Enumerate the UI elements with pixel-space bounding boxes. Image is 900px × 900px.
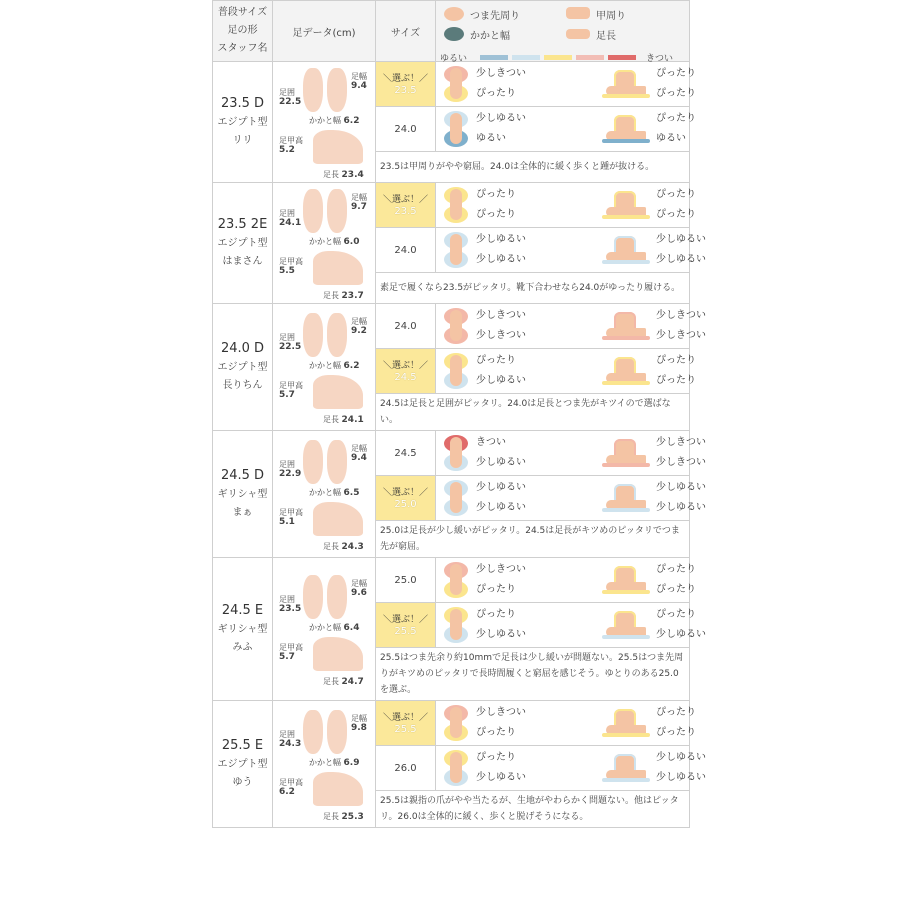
right-foot-image [327,575,347,619]
instep-label: 足甲高 [279,643,303,652]
legend-toe: つま先周り [470,11,520,22]
staff-info [213,701,273,828]
length-fit-text: 少しきつい [656,330,706,341]
heel-fit-text: ぴったり [476,88,516,99]
size-value: 26.0 [394,762,417,774]
staff-foot-shape: エジプト型 [217,361,268,373]
side-foot-image [313,375,363,409]
heel-value: 6.4 [343,623,360,633]
staff-info [213,62,273,183]
size-option [376,304,436,349]
staff-foot-shape: エジプト型 [217,116,268,128]
heel-fit-text: 少しきつい [476,330,526,341]
fit-indicators [436,183,696,227]
toe-fit-text: 少しゆるい [476,482,526,493]
toe-fit-icon [444,435,468,471]
staff-name: リリ [232,134,253,146]
size-option [376,228,436,273]
length-value: 24.3 [341,542,364,552]
size-option [376,107,436,152]
toe-fit-icon [444,607,468,643]
staff-row [213,701,690,746]
choice-tag: ＼選ぶ！／ [382,614,428,625]
header-foot-data: 足データ(cm) [273,1,376,62]
header-staff-line2: 足の形 [227,25,258,36]
heel-label: かかと幅 [309,758,341,767]
staff-row [213,62,690,107]
fit-comment: 25.0は足長が少し緩いがピッタリ。24.5は足長がキツめのピッタリでつま先が窮屈。 [376,521,690,558]
size-option-selected [376,701,436,746]
left-foot-image [303,575,323,619]
heel-fit-text: ぴったり [476,209,516,220]
size-value: 25.5 [394,723,417,735]
fit-result [436,701,696,746]
heel-legend-icon [444,27,464,41]
length-fit-text: ゆるい [656,133,686,144]
scale-swatch-3 [544,55,572,60]
staff-name: ゆう [232,776,253,788]
girth-value: 22.5 [279,97,302,107]
staff-info [213,558,273,701]
heel-fit-text: ぴったり [476,584,516,595]
heel-fit-text: 少しゆるい [476,457,526,468]
foot-data [273,701,376,828]
toe-fit-text: 少しきつい [476,707,526,718]
staff-usual-size: 25.5 E [221,737,264,753]
toe-fit-icon [444,66,468,102]
header-staff-line3: スタッフ名 [217,43,268,54]
staff-info [213,304,273,431]
size-comparison-table [212,0,706,900]
length-label: 足長 [323,542,339,551]
staff-foot-shape: エジプト型 [217,237,268,249]
toe-fit-text: 少しゆるい [476,234,526,245]
heel-fit-text: 少しゆるい [476,502,526,513]
foot-photo [273,62,375,182]
instep-fit-text: ぴったり [656,609,696,620]
foot-data [273,304,376,431]
size-option [376,746,436,791]
heel-label: かかと幅 [309,361,341,370]
instep-label: 足甲高 [279,257,303,266]
toe-fit-text: 少しきつい [476,564,526,575]
length-legend-icon [566,29,590,39]
size-value: 25.0 [394,574,417,586]
staff-usual-size: 23.5 2E [217,216,268,232]
table-header-row [213,1,690,62]
size-value: 24.5 [394,447,417,459]
side-fit-icon [606,191,646,219]
staff-foot-shape: ギリシャ型 [217,488,268,500]
size-value: 24.0 [394,123,417,135]
foot-data [273,558,376,701]
side-fit-icon [606,439,646,467]
staff-name: まぁ [232,506,253,518]
toe-fit-text: 少しゆるい [476,113,526,124]
legend-length: 足長 [596,31,616,42]
fit-indicators [436,558,696,602]
toe-fit-text: 少しきつい [476,310,526,321]
size-option-selected [376,183,436,228]
length-label: 足長 [323,415,339,424]
length-fit-text: 少しゆるい [656,254,706,265]
instep-label: 足甲高 [279,508,303,517]
fit-result [436,183,696,228]
girth-value: 24.1 [279,218,302,228]
foot-data [273,62,376,183]
toe-fit-icon [444,111,468,147]
toe-fit-text: 少しきつい [476,68,526,79]
heel-fit-text: 少しゆるい [476,254,526,265]
right-foot-image [327,68,347,112]
side-fit-icon [606,357,646,385]
fit-result [436,558,696,603]
size-value: 24.0 [394,320,417,332]
size-option [376,558,436,603]
length-fit-text: 少しきつい [656,457,706,468]
toe-fit-text: ぴったり [476,355,516,366]
instep-fit-text: 少しきつい [656,310,706,321]
size-option-selected [376,476,436,521]
width-label: 足幅 [351,193,367,202]
staff-usual-size: 24.5 E [221,602,264,618]
length-fit-text: ぴったり [656,375,696,386]
girth-value: 23.5 [279,604,302,614]
heel-fit-text: 少しゆるい [476,772,526,783]
width-value: 9.7 [351,202,367,212]
girth-label: 足囲 [279,333,295,342]
fit-indicators [436,476,706,520]
fit-indicators [436,603,706,647]
right-foot-image [327,710,347,754]
toe-fit-text: ぴったり [476,189,516,200]
staff-name: はまさん [222,255,263,267]
side-fit-icon [606,312,646,340]
legend-heel: かかと幅 [470,31,510,42]
girth-label: 足囲 [279,88,295,97]
staff-info [213,431,273,558]
fit-comment: 25.5は親指の爪がやや当たるが、生地がやわらかく問題ない。他はピッタリ。26.0は全体的に緩く、歩くと脱げそうになる。 [376,791,690,828]
instep-fit-text: 少しゆるい [656,234,706,245]
side-foot-image [313,502,363,536]
instep-value: 5.7 [279,390,295,400]
toe-fit-icon [444,353,468,389]
fit-result [436,746,706,791]
side-fit-icon [606,709,646,737]
scale-swatch-2 [512,55,540,60]
choice-tag: ＼選ぶ！／ [382,712,428,723]
toe-fit-icon [444,232,468,268]
instep-fit-text: 少しゆるい [656,482,706,493]
size-option-selected [376,62,436,107]
size-option-selected [376,603,436,648]
heel-value: 6.2 [343,116,360,126]
length-label: 足長 [323,291,339,300]
length-fit-text: ぴったり [656,209,696,220]
heel-fit-text: ゆるい [476,133,506,144]
girth-value: 22.9 [279,469,302,479]
left-foot-image [303,189,323,233]
fit-comment: 25.5はつま先余り約10mmで足長は少し緩いが問題ない。25.5はつま先周りがキツめのピッタリで長時間履くと窮屈を感じそう。ゆとりのある25.0を選ぶ。 [376,648,690,701]
fit-result [436,431,706,476]
width-value: 9.8 [351,723,367,733]
instep-fit-text: 少しきつい [656,437,706,448]
legend-instep: 甲周り [596,11,626,22]
toe-fit-icon [444,187,468,223]
left-foot-image [303,440,323,484]
instep-fit-text: ぴったり [656,707,696,718]
length-fit-text: 少しゆるい [656,629,706,640]
side-fit-icon [606,484,646,512]
length-fit-text: ぴったり [656,88,696,99]
staff-row [213,431,690,476]
header-staff-line1: 普段サイズ [217,7,268,18]
foot-photo [273,307,375,427]
toe-fit-icon [444,750,468,786]
instep-fit-text: ぴったり [656,68,696,79]
heel-label: かかと幅 [309,488,341,497]
instep-value: 5.7 [279,652,295,662]
heel-label: かかと幅 [309,237,341,246]
left-foot-image [303,313,323,357]
width-value: 9.2 [351,326,367,336]
instep-fit-text: ぴったり [656,189,696,200]
fit-comment: 23.5は甲周りがやや窮屈。24.0は全体的に緩く歩くと踵が抜ける。 [376,152,690,183]
length-label: 足長 [323,170,339,179]
instep-fit-text: 少しゆるい [656,752,706,763]
foot-photo [273,434,375,554]
width-label: 足幅 [351,444,367,453]
fit-result [436,476,706,521]
fit-result [436,349,696,394]
toe-fit-icon [444,705,468,741]
side-fit-icon [606,611,646,639]
fit-indicators [436,107,696,151]
girth-value: 24.3 [279,739,302,749]
legend-tight: きつい [646,54,674,64]
length-label: 足長 [323,812,339,821]
instep-fit-text: ぴったり [656,113,696,124]
length-fit-text: ぴったり [656,727,696,738]
fit-result [436,107,696,152]
instep-fit-text: ぴったり [656,564,696,575]
girth-label: 足囲 [279,730,295,739]
size-value: 24.0 [394,244,417,256]
staff-name: みふ [232,641,253,653]
fit-comment: 素足で履くなら23.5がピッタリ。靴下合わせなら24.0がゆったり履ける。 [376,273,690,304]
side-fit-icon [606,754,646,782]
size-value: 23.5 [394,84,417,96]
staff-info [213,183,273,304]
side-foot-image [313,637,363,671]
heel-value: 6.9 [343,758,360,768]
instep-value: 5.5 [279,266,295,276]
length-value: 24.7 [341,677,364,687]
fit-indicators [436,746,706,790]
staff-foot-shape: エジプト型 [217,758,268,770]
scale-swatch-4 [576,55,604,60]
length-value: 25.3 [341,812,364,822]
scale-swatch-1 [480,55,508,60]
foot-data [273,431,376,558]
toe-fit-icon [444,480,468,516]
staff-usual-size: 24.5 D [220,467,265,483]
heel-fit-text: 少しゆるい [476,375,526,386]
side-foot-image [313,130,363,164]
right-foot-image [327,440,347,484]
width-value: 9.4 [351,81,367,91]
instep-value: 5.1 [279,517,295,527]
legend-loose: ゆるい [440,54,468,64]
instep-fit-text: ぴったり [656,355,696,366]
staff-usual-size: 24.0 D [220,340,265,356]
length-value: 23.4 [341,170,364,180]
toe-fit-text: きつい [476,437,506,448]
left-foot-image [303,710,323,754]
heel-fit-text: ぴったり [476,727,516,738]
fit-result [436,304,706,349]
size-value: 24.5 [394,371,417,383]
staff-usual-size: 23.5 D [220,95,265,111]
fit-indicators [436,62,696,106]
girth-label: 足囲 [279,460,295,469]
heel-value: 6.2 [343,361,360,371]
fit-indicators [436,349,696,393]
size-option [376,431,436,476]
fit-comment: 24.5は足長と足囲がピッタリ。24.0は足長とつま先がキツイので選ばない。 [376,394,690,431]
length-fit-text: 少しゆるい [656,772,706,783]
instep-label: 足甲高 [279,381,303,390]
foot-photo [273,569,375,689]
side-foot-image [313,251,363,285]
heel-value: 6.5 [343,488,360,498]
fit-result [436,62,696,107]
choice-tag: ＼選ぶ！／ [382,360,428,371]
width-label: 足幅 [351,714,367,723]
scale-swatch-5 [608,55,636,60]
header-size: サイズ [376,1,436,62]
staff-foot-shape: ギリシャ型 [217,623,268,635]
staff-row [213,558,690,603]
fit-indicators [436,701,696,745]
toe-fit-icon [444,562,468,598]
header-legend [436,1,690,62]
girth-label: 足囲 [279,209,295,218]
width-label: 足幅 [351,579,367,588]
girth-value: 22.5 [279,342,302,352]
instep-value: 5.2 [279,145,295,155]
girth-label: 足囲 [279,595,295,604]
toe-fit-text: ぴったり [476,609,516,620]
size-option-selected [376,349,436,394]
size-value: 25.0 [394,498,417,510]
foot-photo [273,183,375,303]
length-fit-text: 少しゆるい [656,502,706,513]
toe-fit-text: ぴったり [476,752,516,763]
instep-value: 6.2 [279,787,295,797]
width-value: 9.4 [351,453,367,463]
fit-indicators [436,228,706,272]
header-staff [213,1,273,62]
staff-row [213,183,690,228]
width-value: 9.6 [351,588,367,598]
fit-result [436,603,706,648]
instep-legend-icon [566,7,590,19]
choice-tag: ＼選ぶ！／ [382,487,428,498]
size-value: 23.5 [394,205,417,217]
fit-indicators [436,431,706,475]
side-foot-image [313,772,363,806]
side-fit-icon [606,115,646,143]
width-label: 足幅 [351,317,367,326]
instep-label: 足甲高 [279,136,303,145]
foot-data [273,183,376,304]
side-fit-icon [606,70,646,98]
choice-tag: ＼選ぶ！／ [382,73,428,84]
length-value: 23.7 [341,291,364,301]
heel-value: 6.0 [343,237,360,247]
fit-result [436,228,706,273]
size-value: 25.5 [394,625,417,637]
fit-indicators [436,304,706,348]
side-fit-icon [606,236,646,264]
foot-photo [273,704,375,824]
side-fit-icon [606,566,646,594]
choice-tag: ＼選ぶ！／ [382,194,428,205]
length-value: 24.1 [341,415,364,425]
staff-name: 長りちん [222,379,263,391]
left-foot-image [303,68,323,112]
width-label: 足幅 [351,72,367,81]
heel-label: かかと幅 [309,623,341,632]
length-fit-text: ぴったり [656,584,696,595]
heel-label: かかと幅 [309,116,341,125]
right-foot-image [327,189,347,233]
staff-row [213,304,690,349]
right-foot-image [327,313,347,357]
toe-legend-icon [444,7,464,21]
length-label: 足長 [323,677,339,686]
toe-fit-icon [444,308,468,344]
heel-fit-text: 少しゆるい [476,629,526,640]
instep-label: 足甲高 [279,778,303,787]
